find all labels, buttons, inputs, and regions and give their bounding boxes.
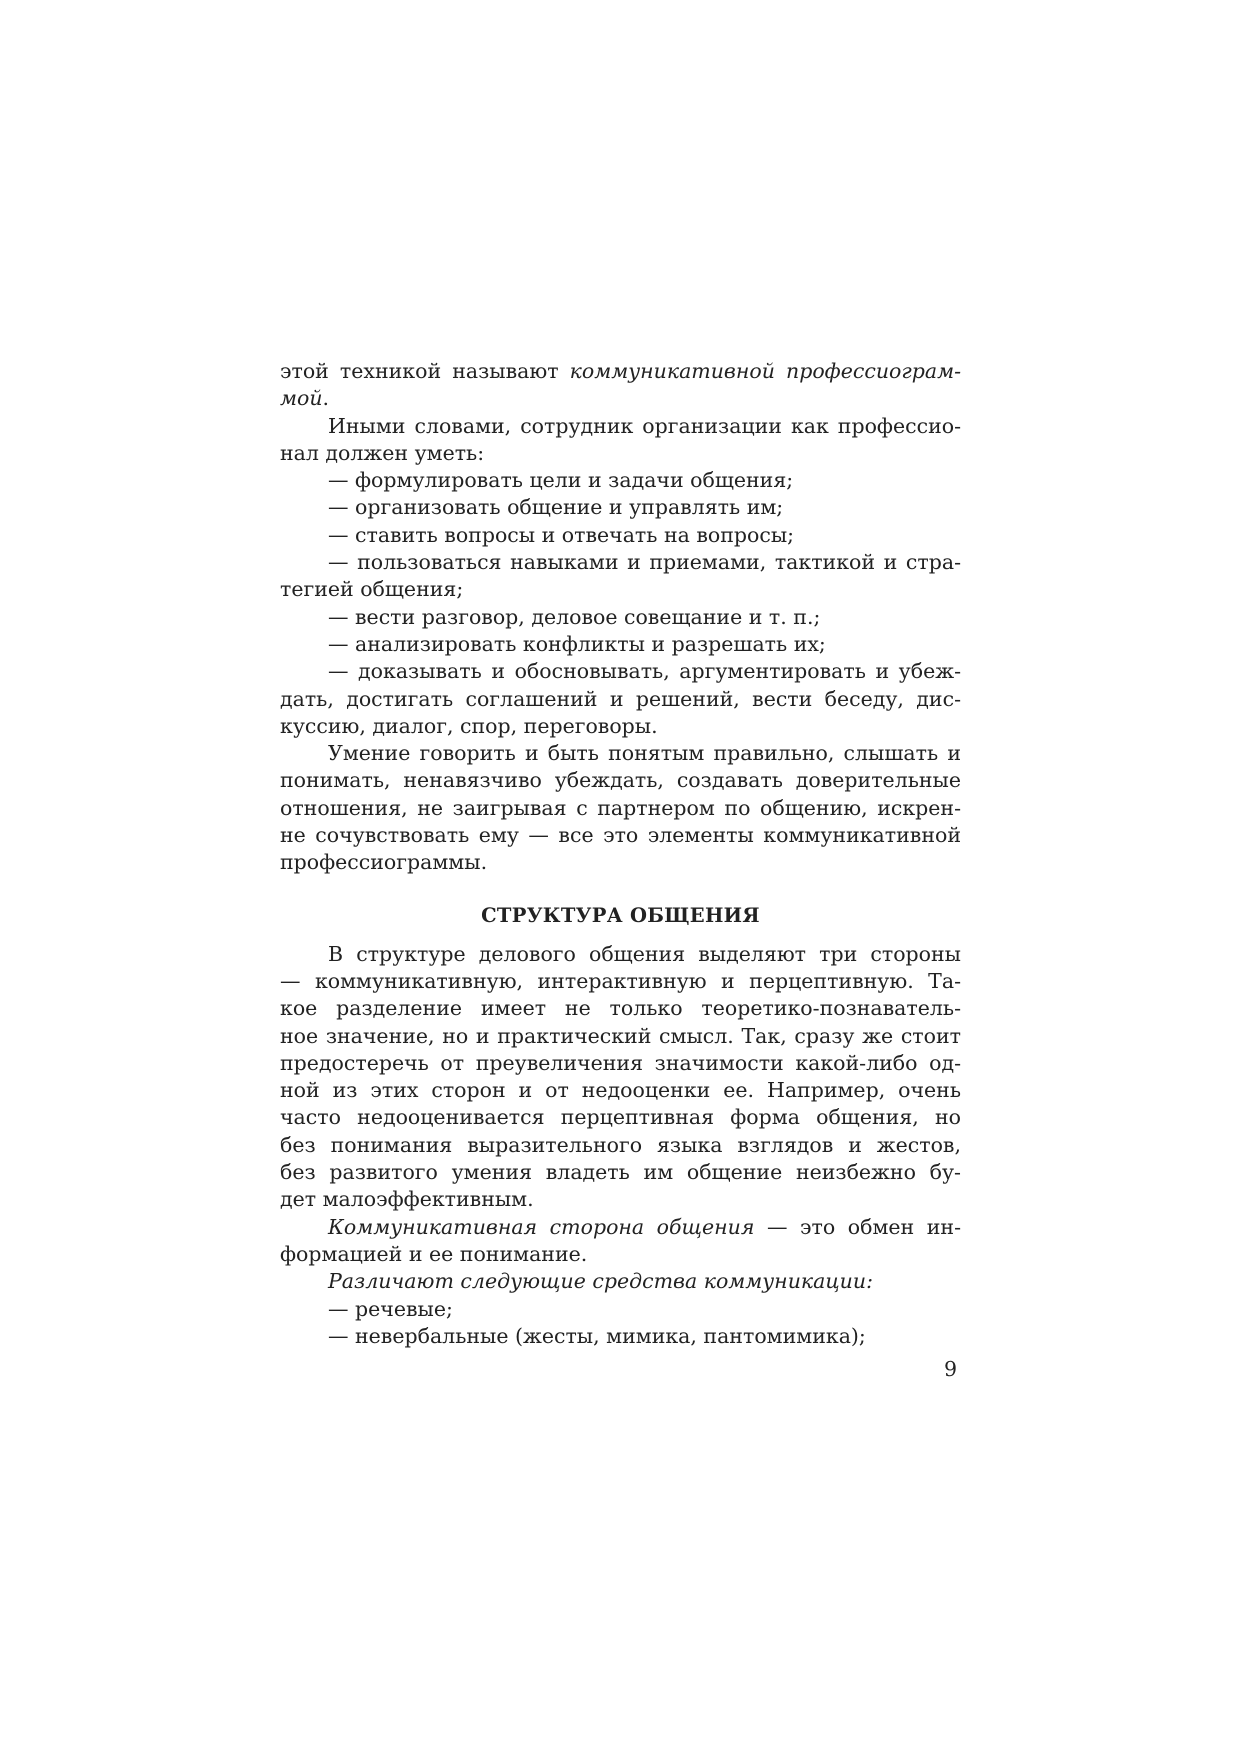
text-line: не сочувствовать ему — все это элементы коммуникативной	[280, 823, 961, 848]
text-span: — это обмен ин-	[754, 1214, 961, 1239]
list-item: — ставить вопросы и отвечать на вопросы;	[328, 522, 795, 547]
italic-term: Различают следующие средства коммуникации:	[328, 1269, 873, 1294]
text-line: кое разделение имеет не только теоретико-познаватель-	[280, 996, 961, 1021]
text-line: В структуре делового общения выделяют три стороны	[328, 941, 961, 966]
list-item: — речевые;	[328, 1296, 453, 1321]
text-line: дет малоэффективным.	[280, 1187, 534, 1212]
text-span: этой техникой называют	[280, 359, 570, 383]
list-item: — организовать общение и управлять им;	[328, 495, 784, 520]
list-item: — пользоваться навыками и приемами, тактикой и стра-	[328, 550, 961, 575]
list-item-continuation: тегией общения;	[280, 577, 464, 602]
page-body	[280, 358, 961, 1350]
italic-term: мой	[280, 386, 323, 411]
text-line: понимать, ненавязчиво убеждать, создавать доверительные	[280, 768, 961, 793]
list-item: — вести разговор, деловое совещание и т. п.;	[328, 604, 821, 629]
text-line	[280, 1214, 961, 1241]
text-line: ное значение, но и практический смысл. Так, сразу же стоит	[280, 1023, 961, 1048]
text-line: Иными словами, сотрудник организации как профессио-	[328, 413, 961, 438]
text-line: предостеречь от преувеличения значимости какой-либо од-	[280, 1050, 961, 1075]
text-line: без развитого умения владеть им общение неизбежно бу-	[280, 1160, 961, 1185]
text-line: формацией и ее понимание.	[280, 1241, 588, 1266]
text-line: профессиограммы.	[280, 850, 488, 875]
list-item: — невербальные (жесты, мимика, пантомимика);	[328, 1323, 866, 1348]
text-line: Умение говорить и быть понятым правильно, слышать и	[328, 741, 961, 766]
list-item: — доказывать и обосновывать, аргументировать и убеж-	[328, 659, 961, 684]
list-item-continuation: дать, достигать соглашений и решений, вести беседу, дис-	[280, 686, 961, 711]
paragraph-intro	[280, 358, 961, 413]
paragraph-structure	[280, 941, 961, 1214]
paragraph-skills-intro	[280, 413, 961, 468]
text-line: отношения, не заигрывая с партнером по общению, искрен-	[280, 795, 961, 820]
list-item: — анализировать конфликты и разрешать их;	[328, 631, 826, 656]
text-line: без понимания выразительного языка взглядов и жестов,	[280, 1132, 961, 1157]
text-line: — коммуникативную, интерактивную и перцептивную. Та-	[280, 968, 961, 993]
text-span: .	[322, 386, 330, 411]
text-line: часто недооценивается перцептивная форма общения, но	[280, 1105, 961, 1130]
page-number: 9	[944, 1357, 958, 1381]
paragraph-means	[280, 1268, 961, 1350]
text-line	[280, 1268, 961, 1295]
paragraph-communicative-side	[280, 1214, 961, 1269]
italic-term: Коммуникативная сторона общения	[328, 1214, 755, 1239]
text-line	[280, 385, 961, 412]
text-line: ной из этих сторон и от недооценки ее. Например, очень	[280, 1078, 961, 1103]
italic-term: коммуникативной профессиограм-	[569, 359, 961, 383]
section-heading: СТРУКТУРА ОБЩЕНИЯ	[481, 903, 760, 927]
text-line	[280, 358, 961, 385]
skills-list	[280, 467, 961, 740]
paragraph-skill-elements	[280, 740, 961, 876]
list-item-continuation: куссию, диалог, спор, переговоры.	[280, 713, 658, 738]
list-item: — формулировать цели и задачи общения;	[328, 468, 794, 493]
text-line: нал должен уметь:	[280, 440, 485, 465]
